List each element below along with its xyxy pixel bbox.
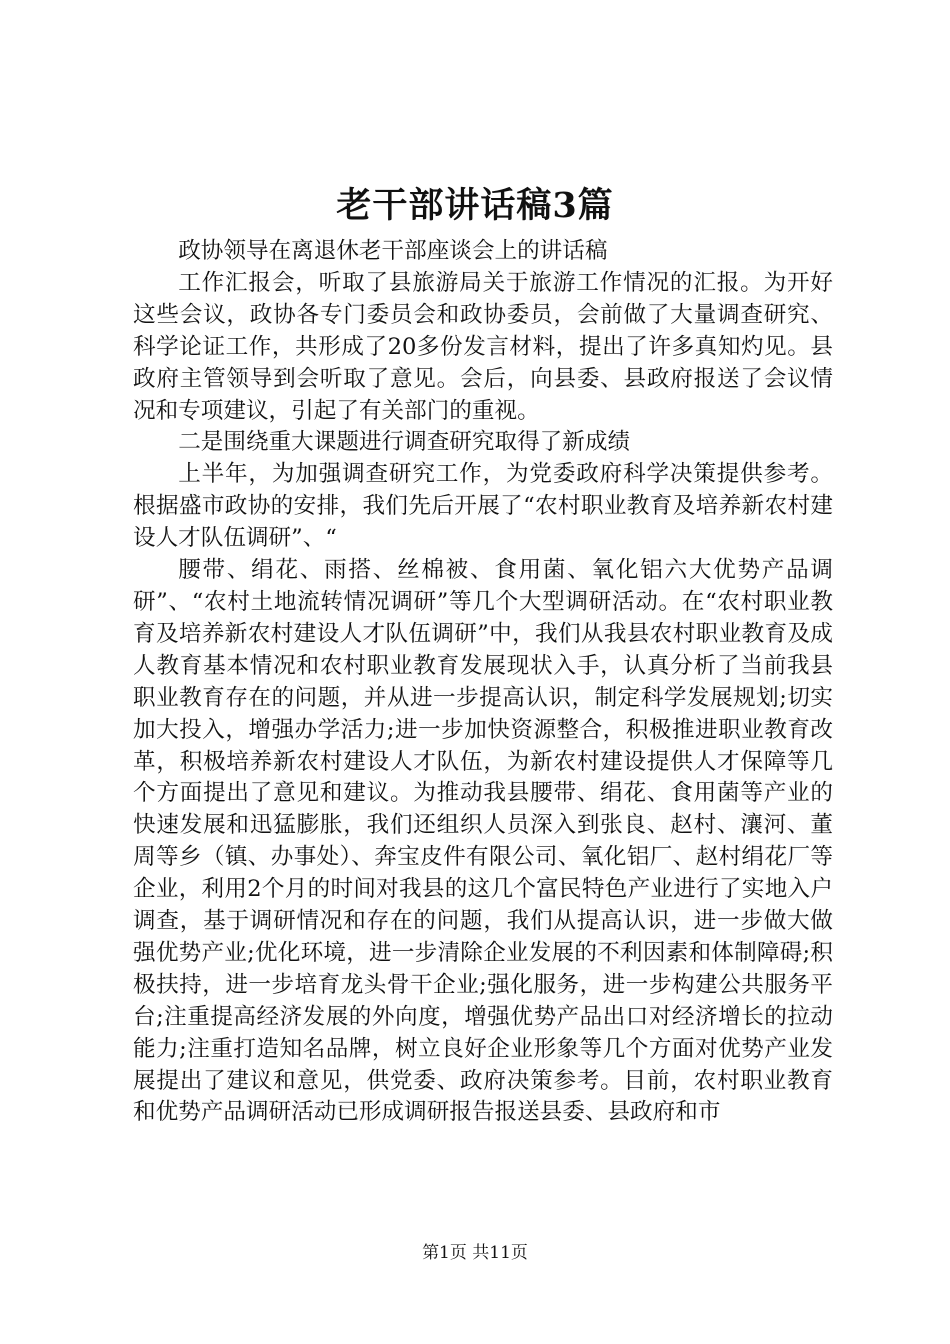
page-footer: 第1页 共11页 <box>422 1243 528 1263</box>
page-title: 老干部讲话稿3篇 <box>336 185 614 226</box>
paragraph-heading: 二是围绕重大课题进行调查研究取得了新成绩 <box>178 429 631 456</box>
paragraph: 上半年，为加强调查研究工作，为党委政府科学决策提供参考。根据盛市政协的安排，我们先后开展了“农村职业教育及培养新农村建设人才队伍调研”、“ <box>133 461 833 552</box>
paragraph: 工作汇报会，听取了县旅游局关于旅游工作情况的汇报。为开好这些会议，政协各专门委员会和政协委员，会前做了大量调查研究、科学论证工作，共形成了20多份发言材料，提出了许多真知灼见。县政府主管领导到会听取了意见。会后，向县委、县政府报送了会议情况和专项建议，引起了有关部门的重视。 <box>133 269 833 424</box>
paragraph: 腰带、绢花、雨搭、丝棉被、食用菌、氧化铝六大优势产品调研”、“农村土地流转情况调研”等几个大型调研活动。在“农村职业教育及培养新农村建设人才队伍调研”中，我们从我县农村职业教育及成人教育基本情况和农村职业教育发展现状入手，认真分析了当前我县职业教育存在的问题，并从进一步提高认识，制定科学发展规划;切实加大投入，增强办学活力;进一步加快资源整合，积极推进职业教育改革，积极培养新农村建设人才队伍，为新农村建设提供人才保障等几个方面提出了意见和建议。为推动我县腰带、绢花、食用菌等产业的快速发展和迅猛膨胀，我们还组织人员深入到张良、赵村、瀼河、董周等乡（镇、办事处）、奔宝皮件有限公司、氧化铝厂、赵村绢花厂等企业，利用2个月的时间对我县的这几个富民特色产业进行了实地入户调查，基于调研情况和存在的问题，我们从提高认识，进一步做大做强优势产业;优化环境，进一步清除企业发展的不利因素和体制障碍;积极扶持，进一步培育龙头骨干企业;强化服务，进一步构建公共服务平台;注重提高经济发展的外向度，增强优势产品出口对经济增长的拉动能力;注重打造知名品牌，树立良好企业形象等几个方面对优势产业发展提出了建议和意见，供党委、政府决策参考。目前，农村职业教育和优势产品调研活动已形成调研报告报送县委、县政府和市 <box>133 557 833 1126</box>
paragraph-subtitle: 政协领导在离退休老干部座谈会上的讲话稿 <box>178 238 608 264</box>
document-body <box>133 236 833 1129</box>
